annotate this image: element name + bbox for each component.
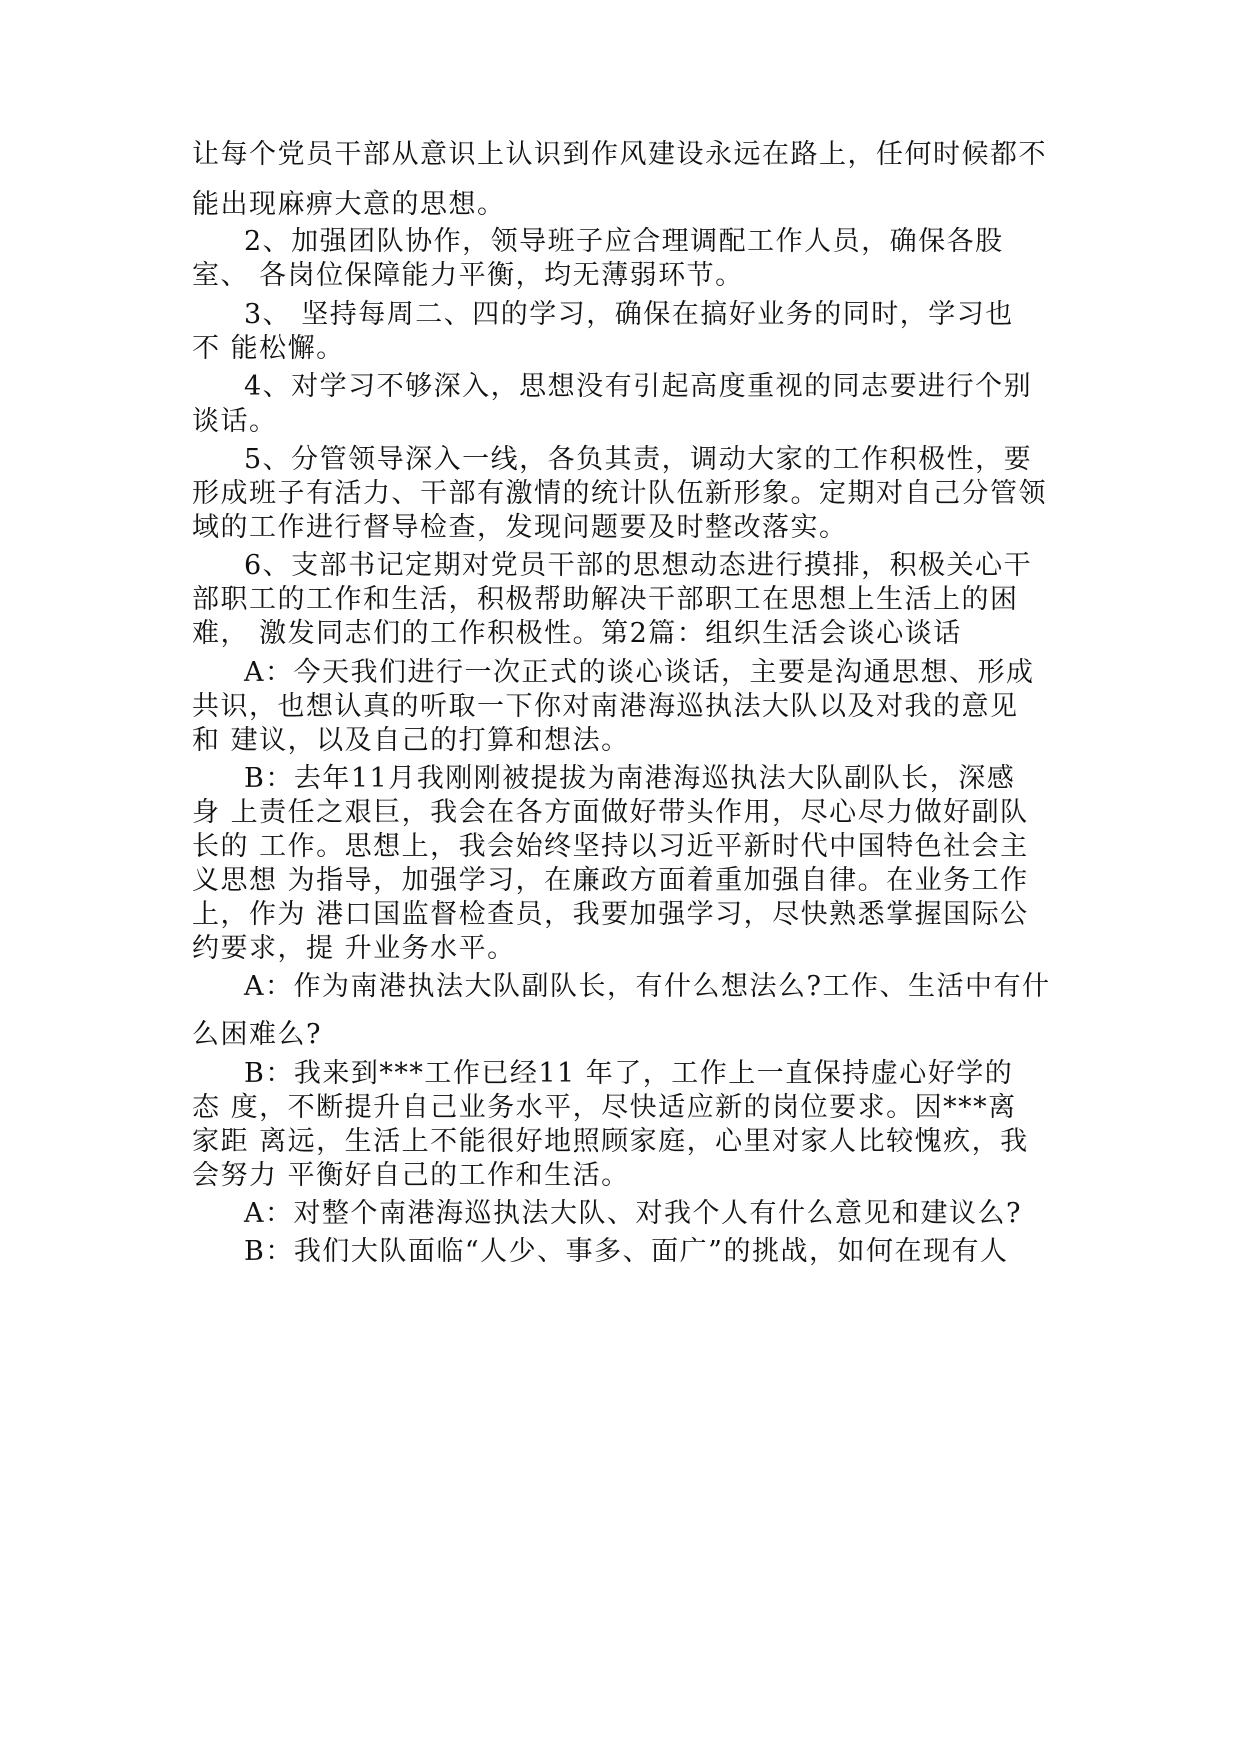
text-line: 么困难么? xyxy=(192,1019,322,1050)
text-line: B：我们大队面临“人少、事多、面广”的挑战，如何在现有人 xyxy=(244,1236,1009,1267)
text-line: 约要求，提 升业务水平。 xyxy=(192,933,516,964)
text-line: 3、 坚持每周二、四的学习，确保在搞好业务的同时，学习也 xyxy=(244,299,1014,330)
text-line: 5、分管领导深入一线，各负其责，调动大家的工作积极性，要 xyxy=(244,444,1033,475)
text-line: 上，作为 港口国监督检查员，我要加强学习，尽快熟悉掌握国际公 xyxy=(192,899,1029,930)
text-line: 态 度，不断提升自己业务水平，尽快适应新的岗位要求。因***离 xyxy=(192,1092,1017,1123)
text-line: 能出现麻痹大意的思想。 xyxy=(192,189,506,220)
text-line: 共识，也想认真的听取一下你对南港海巡执法大队以及对我的意见 xyxy=(192,691,1019,722)
text-line: 6、支部书记定期对党员干部的思想动态进行摸排，积极关心干 xyxy=(244,550,1033,581)
text-line: 和 建议，以及自己的打算和想法。 xyxy=(192,725,630,756)
text-line: 谈话。 xyxy=(192,406,278,437)
text-line: A：对整个南港海巡执法大队、对我个人有什么意见和建议么? xyxy=(244,1198,1022,1229)
text-line: 长的 工作。思想上，我会始终坚持以习近平新时代中国特色社会主 xyxy=(192,831,1029,862)
text-line: A：今天我们进行一次正式的谈心谈话，主要是沟通思想、形成 xyxy=(244,657,1035,688)
text-line: 4、对学习不够深入，思想没有引起高度重视的同志要进行个别 xyxy=(244,371,1033,402)
text-line: 域的工作进行督导检查，发现问题要及时整改落实。 xyxy=(192,512,848,543)
text-line: B：去年11月我刚刚被提拔为南港海巡执法大队副队长，深感 xyxy=(244,763,1016,794)
text-line: 形成班子有活力、干部有激情的统计队伍新形象。定期对自己分管领 xyxy=(192,478,1047,509)
text-line: B：我来到***工作已经11 年了，工作上一直保持虚心好学的 xyxy=(244,1058,1014,1089)
text-line: 部职工的工作和生活，积极帮助解决干部职工在思想上生活上的困 xyxy=(192,584,1019,615)
text-line: 2、加强团队协作，领导班子应合理调配工作人员，确保各股 xyxy=(244,226,1004,257)
text-line: 会努力 平衡好自己的工作和生活。 xyxy=(192,1160,630,1191)
text-line: 难， 激发同志们的工作积极性。第2篇：组织生活会谈心谈话 xyxy=(192,618,962,649)
text-line: 家距 离远，生活上不能很好地照顾家庭，心里对家人比较愧疚，我 xyxy=(192,1126,1029,1157)
text-line: 让每个党员干部从意识上认识到作风建设永远在路上，任何时候都不 xyxy=(192,139,1047,170)
text-line: 室、 各岗位保障能力平衡，均无薄弱环节。 xyxy=(192,260,744,291)
text-line: 义思想 为指导，加强学习，在廉政方面着重加强自律。在业务工作 xyxy=(192,865,1029,896)
text-line: A：作为南港执法大队副队长，有什么想法么?工作、生活中有什 xyxy=(244,971,1051,1002)
text-line: 不 能松懈。 xyxy=(192,333,345,364)
text-line: 身 上责任之艰巨，我会在各方面做好带头作用，尽心尽力做好副队 xyxy=(192,797,1029,828)
